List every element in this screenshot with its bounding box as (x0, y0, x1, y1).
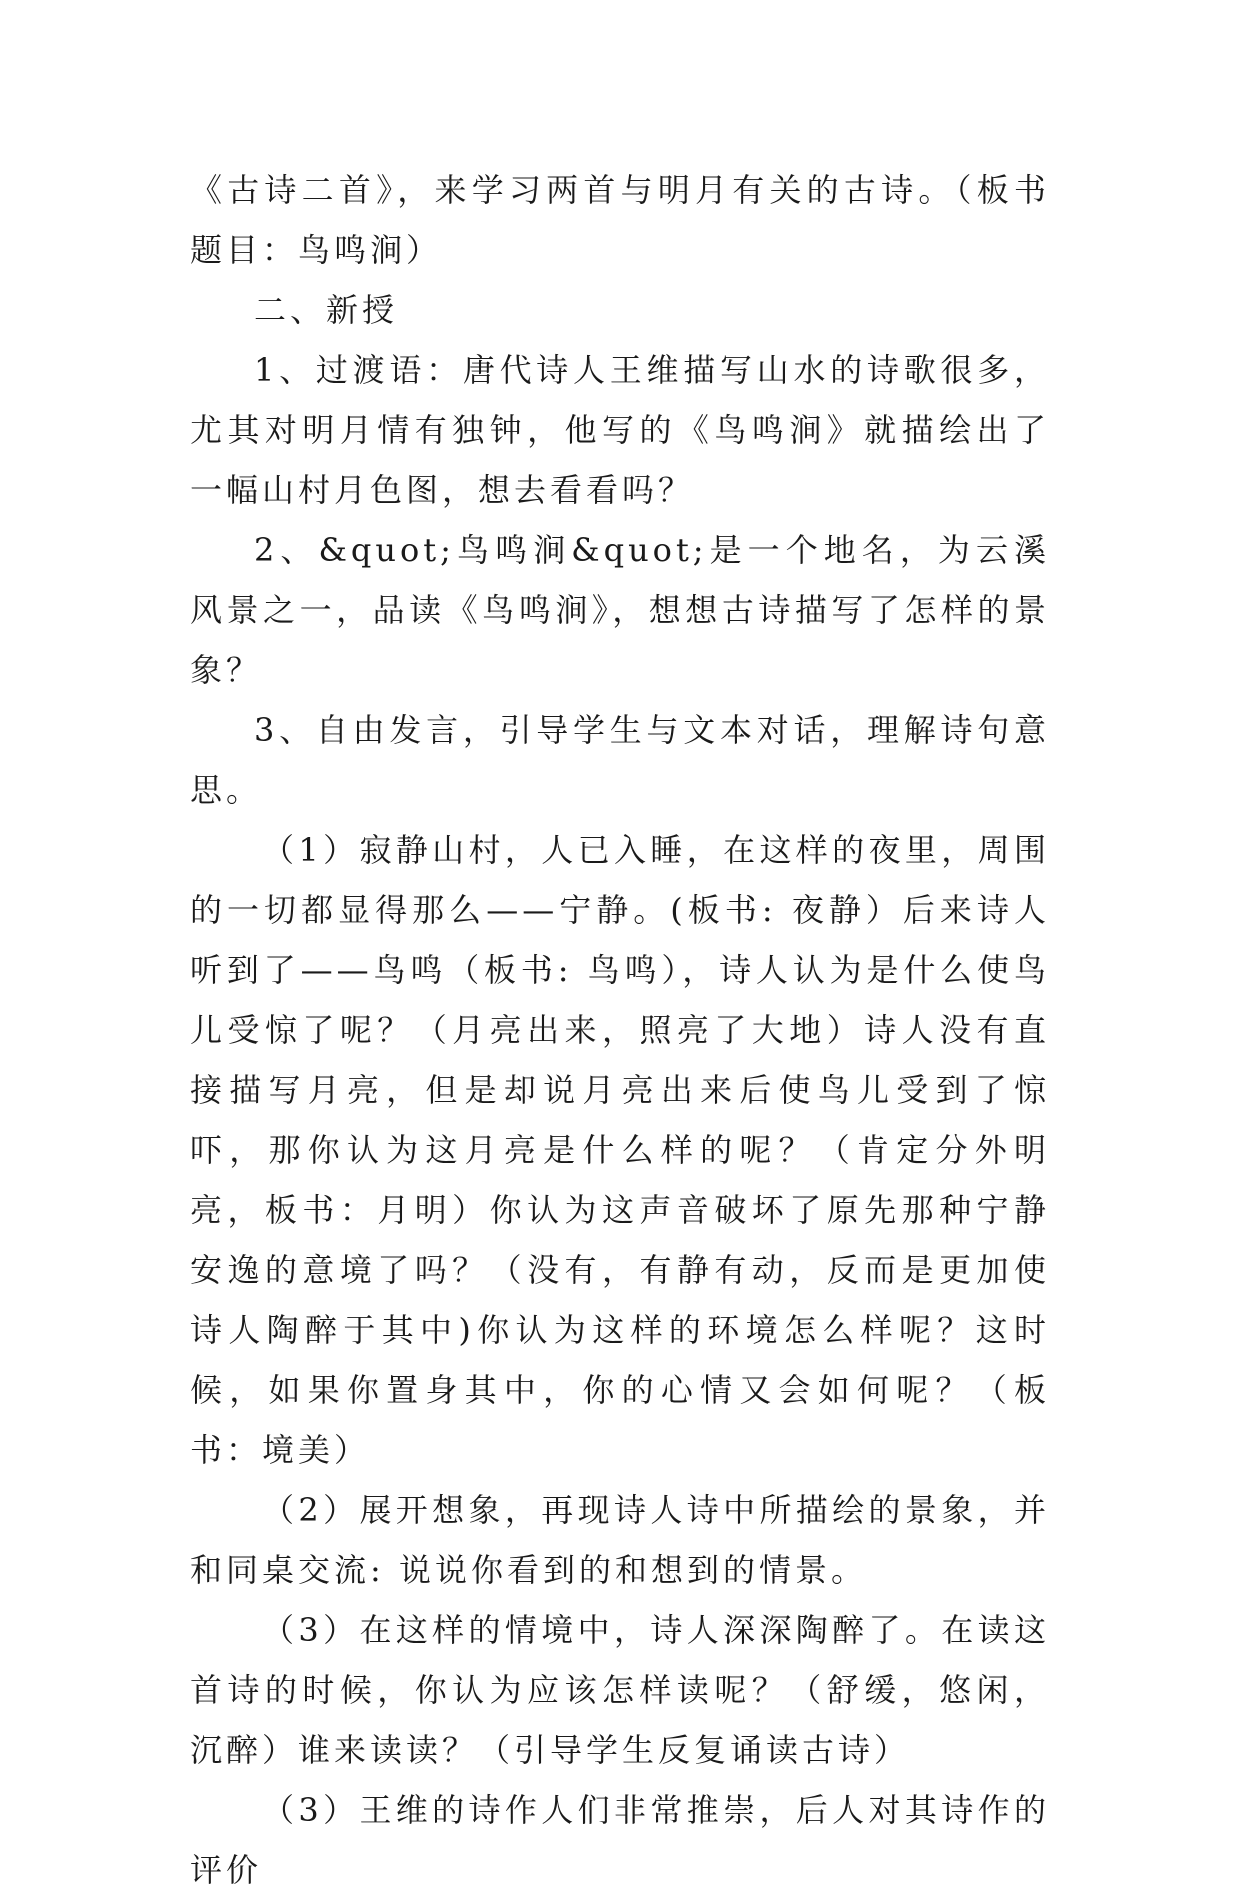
paragraph-intro: 《古诗二首》，来学习两首与明月有关的古诗。（板书题目：鸟鸣涧） (190, 171, 1050, 269)
document-body (190, 160, 1050, 1900)
paragraph-step-2: 2、&quot;鸟鸣涧&quot;是一个地名，为云溪风景之一，品读《鸟鸣涧》，想想古诗描写了怎样的景象？ (190, 531, 1050, 689)
paragraph-sub-1: （1）寂静山村，人已入睡，在这样的夜里，周围的一切都显得那么——宁静。(板书: 夜静）后来诗人听到了——鸟鸣（板书: 鸟鸣），诗人认为是什么使鸟儿受惊了呢？（月亮出来，照亮了大地）诗人没有直接描写月亮，但是却说月亮出来后使鸟儿受到了惊吓，那你认为这月亮是什么样的呢？（肯定分外明亮，板书：月明）你认为这声音破坏了原先那种宁静安逸的意境了吗？（没有，有静有动，反而是更加使诗人陶醉于其中)你认为这样的环境怎么样呢？这时候，如果你置身其中，你的心情又会如何呢？（板书：境美） (190, 831, 1050, 1469)
paragraph-sub-3: （3）在这样的情境中，诗人深深陶醉了。在读这首诗的时候，你认为应该怎样读呢？（舒缓，悠闲，沉醉）谁来读读？（引导学生反复诵读古诗） (190, 1611, 1050, 1769)
paragraph-sub-2: （2）展开想象，再现诗人诗中所描绘的景象，并和同桌交流: 说说你看到的和想到的情景。 (190, 1491, 1050, 1589)
paragraph-step-1: 1、过渡语：唐代诗人王维描写山水的诗歌很多，尤其对明月情有独钟，他写的《鸟鸣涧》就描绘出了一幅山村月色图，想去看看吗？ (190, 351, 1050, 509)
paragraph-sub-4: （3）王维的诗作人们非常推崇，后人对其诗作的评价 (190, 1791, 1050, 1889)
section-heading-new-lesson: 二、新授 (254, 291, 399, 329)
paragraph-step-3: 3、自由发言，引导学生与文本对话，理解诗句意思。 (190, 711, 1050, 809)
